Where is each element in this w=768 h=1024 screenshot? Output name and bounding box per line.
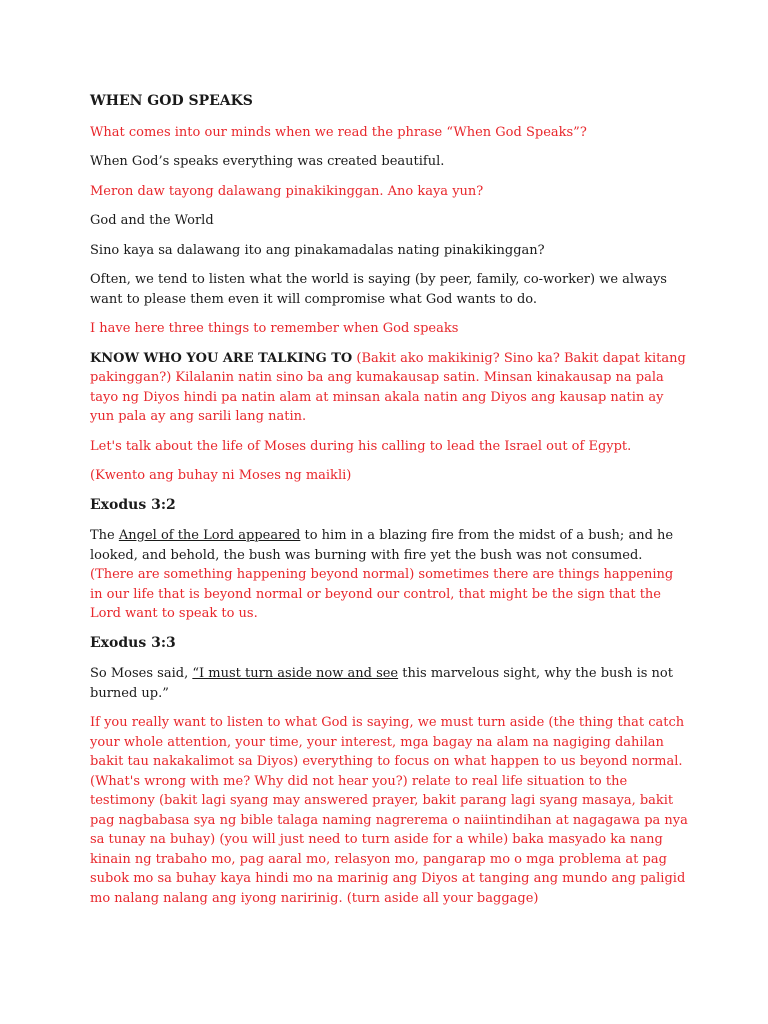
exodus-3-3-paragraph — [90, 664, 688, 703]
question-two-listeners: Meron daw tayong dalawang pinakikinggan. Ano kaya yun? — [90, 183, 484, 199]
exodus-3-2-commentary: (There are something happening beyond normal) sometimes there are things happening in our life that is beyond normal or beyond our control, that might be the sign that the Lord want to speak to us. — [90, 567, 674, 621]
turn-aside-commentary: If you really want to listen to what God is saying, we must turn aside (the thing that catch your whole attention, your time, your interest, mga bagay na alam na nagiging dahilan bakit tau nakakalimot sa Diyos) everything to focus on what happen to us beyond normal. (What's wrong with me? Why did not hear you?) relate to real life situation to the testimony (bakit lagi syang may answered prayer, bakit parang lagi syang masaya, bakit pag nagbabasa sya ng bible talaga naming nagrerema o naiintindihan at nagagawa pa nya sa tunay na buhay) (you will just need to turn aside for a while) baka masyado ka nang kinain ng trabaho mo, pag aaral mo, relasyon mo, pangarap mo o mga problema at pag subok mo sa buhay kaya hindi mo na marinig ang Diyos at tanging ang mundo ang paligid mo nalang nalang ang iyong naririnig. (turn aside all your baggage) — [90, 715, 688, 906]
exodus-3-2-paragraph — [90, 526, 688, 624]
exodus-3-3-text-b: this marvelous sight, why the bush is not burned up.” — [90, 666, 673, 701]
moses-story-note: (Kwento ang buhay ni Moses ng maikli) — [90, 468, 352, 483]
question-paragraph: What comes into our minds when we read the phrase “When God Speaks”? — [90, 124, 587, 140]
answer-god-and-world: God and the World — [90, 213, 214, 228]
exodus-3-2-text-b: to him in a blazing fire from the midst of a bush; and he looked, and behold, the bush was burning with fire yet the bush was not consumed. — [90, 528, 674, 563]
exodus-3-3-text-a: So Moses said, — [90, 666, 193, 681]
turn-aside-underlined: “I must turn aside now and see — [192, 666, 399, 681]
exodus-3-3-heading: Exodus 3:3 — [90, 634, 176, 651]
paragraph-world-listening: Often, we tend to listen what the world is saying (by peer, family, co-worker) we always want to please them even it will compromise what God wants to do. — [90, 272, 667, 307]
statement-paragraph: When God’s speaks everything was created beautiful. — [90, 154, 445, 169]
question-which-listened: Sino kaya sa dalawang ito ang pinakamadalas nating pinakikinggan? — [90, 242, 545, 258]
moses-intro: Let's talk about the life of Moses during his calling to lead the Israel out of Egypt. — [90, 438, 632, 454]
angel-of-the-lord-underlined: Angel of the Lord appeared — [118, 528, 301, 543]
know-who-paragraph — [90, 349, 688, 427]
exodus-3-2-text-a: The — [90, 528, 119, 543]
know-who-heading: KNOW WHO YOU ARE TALKING TO — [90, 350, 353, 366]
exodus-3-2-heading: Exodus 3:2 — [90, 496, 176, 513]
know-who-explanation: (Bakit ako makikinig? Sino ka? Bakit dapat kitang pakinggan?) Kilalanin natin sino ba ang kumakausap satin. Minsan kinakausap na pala tayo ng Diyos hindi pa natin alam at minsan akala natin ang Diyos ang kausap natin ay yun pala ay ang sarili lang natin. — [90, 350, 686, 424]
three-things-intro: I have here three things to remember when God speaks — [90, 321, 459, 336]
document-title: WHEN GOD SPEAKS — [90, 93, 253, 109]
